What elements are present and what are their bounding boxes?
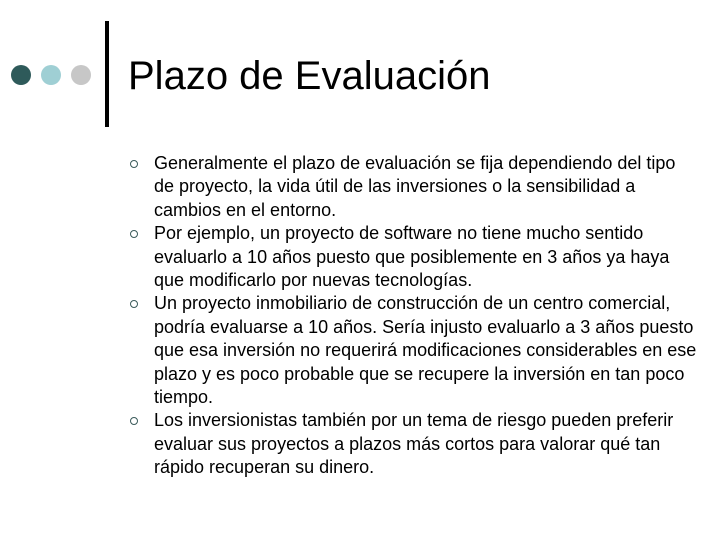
bullet-ring-icon	[130, 160, 138, 168]
bullet-ring-icon	[130, 230, 138, 238]
bullet-text-3: Un proyecto inmobiliario de construcción de un centro comercial, podría evaluarse a 10 años. Sería injusto evaluarlo a 3 años puesto que esa inversión no requerirá modificaciones considerables en ese plazo y es poco probable que se recupere la inversión en tan poco tiempo.	[154, 293, 697, 408]
dot-3-icon	[71, 65, 91, 85]
title-divider	[105, 21, 109, 127]
bullet-text-1: Generalmente el plazo de evaluación se fija dependiendo del tipo de proyecto, la vida útil de las inversiones o la sensibilidad a cambios en el entorno.	[154, 153, 676, 220]
dot-2-icon	[41, 65, 61, 85]
bullet-item-2	[130, 222, 700, 292]
slide-title: Plazo de Evaluación	[128, 54, 491, 98]
bullet-item-1	[130, 152, 700, 222]
bullet-item-3	[130, 292, 700, 409]
bullet-text-4: Los inversionistas también por un tema de riesgo pueden preferir evaluar sus proyectos a plazos más cortos para valorar qué tan rápido recuperan su dinero.	[154, 410, 674, 478]
bullet-ring-icon	[130, 417, 138, 425]
bullet-list	[130, 152, 700, 480]
decorative-dots	[11, 65, 101, 85]
dot-1-icon	[11, 65, 31, 85]
bullet-ring-icon	[130, 300, 138, 308]
bullet-item-4	[130, 409, 700, 479]
bullet-text-2: Por ejemplo, un proyecto de software no tiene mucho sentido evaluarlo a 10 años puesto que posiblemente en 3 años ya haya que modificarlo por nuevas tecnologías.	[154, 223, 670, 291]
